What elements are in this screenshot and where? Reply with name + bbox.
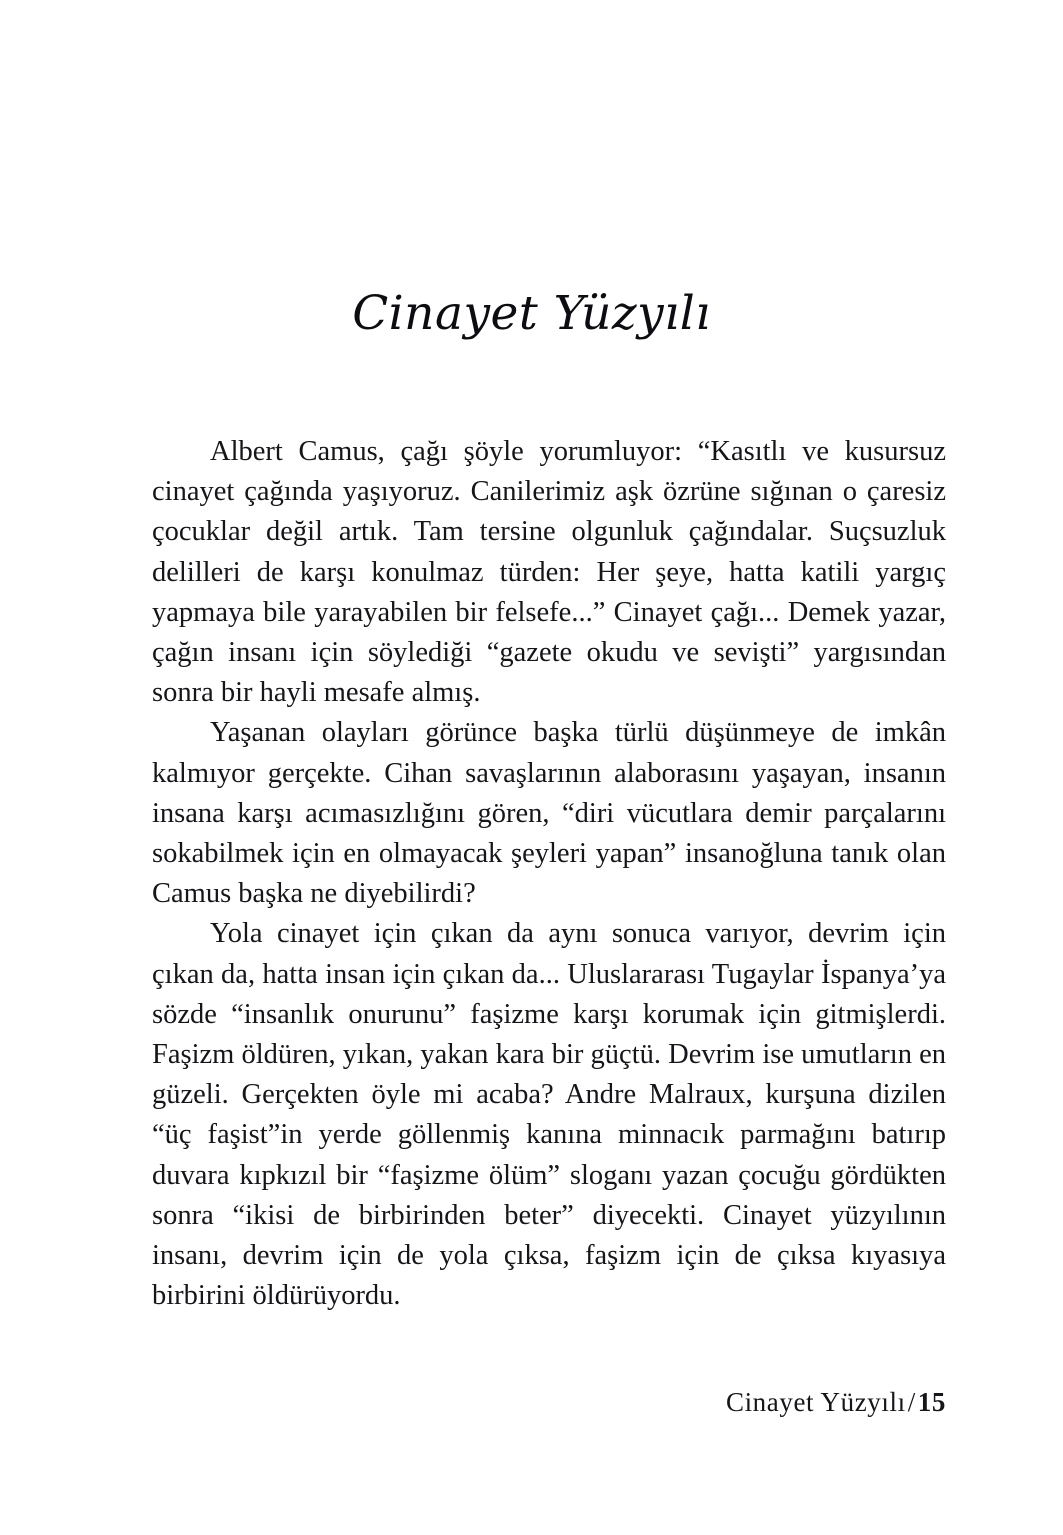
footer-separator: / — [907, 1387, 916, 1417]
body-paragraph: Yaşanan olayları görünce başka türlü düşünmeye de imkân kalmıyor gerçekte. Cihan savaşlarının alaborasını yaşayan, insanın insana karşı acımasızlığını gören, “diri vücutlara demir parçalarını sokabilmek için en olmayacak şeyleri yapan” insanoğluna tanık olan Camus başka ne diyebilirdi? — [152, 717, 946, 910]
page-title: Cinayet Yüzyılı — [352, 286, 711, 342]
footer-running-title: Cinayet Yüzyılı — [725, 1387, 906, 1417]
body-text-block — [152, 432, 946, 1316]
body-paragraph: Yola cinayet için çıkan da aynı sonuca varıyor, devrim için çıkan da, hatta insan için çıkan da... Uluslararası Tugaylar İspanya’ya sözde “insanlık onurunu” faşizme karşı korumak için gitmişlerdi. Faşizm öldüren, yıkan, yakan kara bir güçtü. Devrim ise umutların en güzeli. Gerçekten öyle mi acaba? Andre Malraux, kurşuna dizilen “üç faşist”in yerde göllenmiş kanına minnacık parmağını batırıp duvara kıpkızıl bir “faşizme ölüm” sloganı yazan çocuğu gördükten sonra “ikisi de birbirinden beter” diyecekti. Cinayet yüzyılının insanı, devrim için de yola çıksa, faşizm için de çıksa kıyasıya birbirini öldürüyordu. — [152, 918, 946, 1312]
page-number: 15 — [917, 1387, 946, 1417]
page-footer — [726, 1385, 946, 1419]
body-paragraph: Albert Camus, çağı şöyle yorumluyor: “Kasıtlı ve kusursuz cinayet çağında yaşıyoruz. Canilerimiz aşk özrüne sığınan o çaresiz çocuklar değil artık. Tam tersine olgunluk çağındalar. Suçsuzluk delilleri de karşı konulmaz türden: Her şeye, hatta katili yargıç yapmaya bile yarayabilen bir felsefe...” Cinayet çağı... Demek yazar, çağın insanı için söylediği “gazete okudu ve sevişti” yargısından sonra bir hayli mesafe almış. — [152, 436, 946, 709]
